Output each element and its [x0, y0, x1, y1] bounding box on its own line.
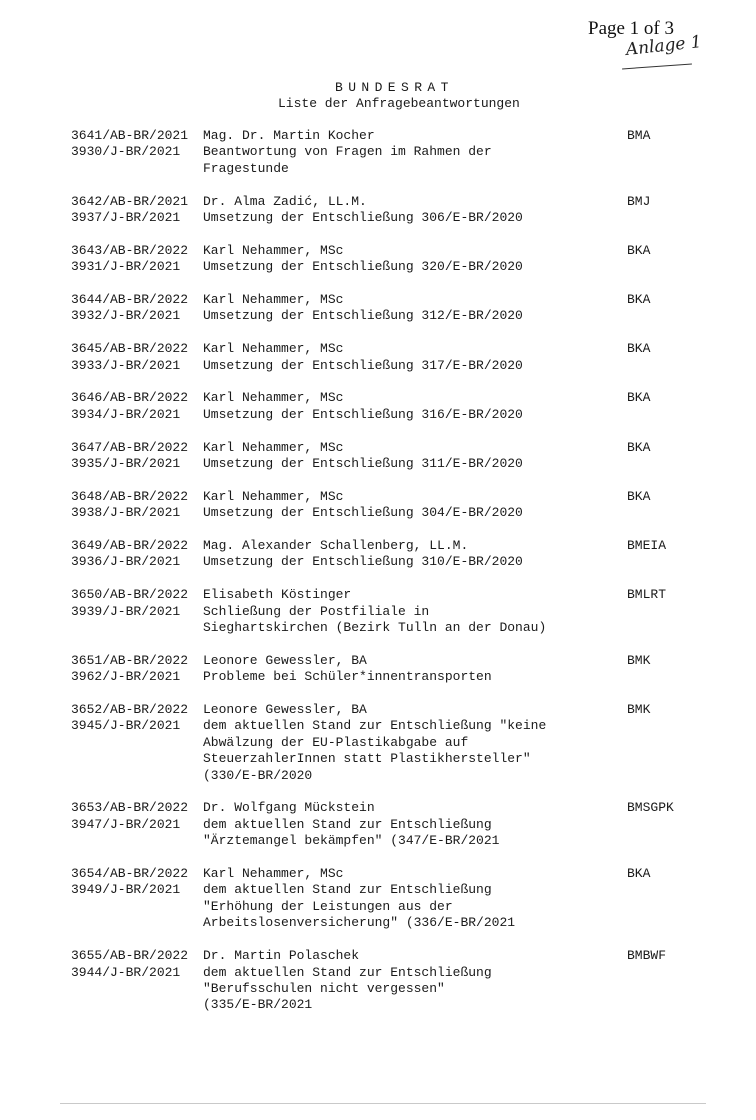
reference-numbers [71, 390, 203, 423]
document-title: BUNDESRAT [335, 80, 454, 95]
ab-number: 3647/AB-BR/2022 [71, 439, 189, 455]
responding-person: Karl Nehammer, MSc [203, 390, 344, 406]
list-item [71, 653, 711, 686]
responding-person: Mag. Dr. Martin Kocher [203, 128, 375, 143]
j-number: 3937/J-BR/2021 [71, 210, 181, 226]
handwritten-underline [622, 64, 692, 70]
list-item [71, 702, 711, 784]
reference-numbers [71, 587, 203, 636]
subject-text: Umsetzung der Entschließung 311/E-BR/2020 [203, 456, 523, 472]
list-item [71, 243, 711, 276]
answer-details [203, 948, 627, 1014]
responding-person: Leonore Gewessler, BA [203, 652, 367, 668]
responding-person: Karl Nehammer, MSc [203, 866, 344, 882]
ab-number: 3654/AB-BR/2022 [71, 866, 189, 882]
answer-details [203, 702, 627, 784]
list-item [71, 489, 711, 522]
answer-details [203, 800, 627, 849]
ministry-code: BKA [627, 488, 651, 504]
page-bottom-divider [60, 1103, 706, 1104]
ministry-code: BKA [627, 292, 651, 308]
j-number: 3934/J-BR/2021 [71, 406, 181, 422]
ab-number: 3653/AB-BR/2022 [71, 800, 189, 816]
subject-text: dem aktuellen Stand zur Entschließung "keine Abwälzung der EU-Plastikabgabe auf SteuerzahlerInnen statt Plastikhersteller" (330/E-BR/2020 [203, 718, 547, 783]
ab-number: 3655/AB-BR/2022 [71, 948, 189, 964]
answer-details [203, 341, 627, 374]
subject-text: dem aktuellen Stand zur Entschließung "Ärztemangel bekämpfen" (347/E-BR/2021 [203, 816, 500, 849]
j-number: 3936/J-BR/2021 [71, 554, 181, 570]
list-item [71, 341, 711, 374]
answer-list [71, 128, 711, 1030]
reference-numbers [71, 128, 203, 177]
ministry-code: BMSGPK [627, 800, 674, 816]
answer-details [203, 243, 627, 276]
responding-person: Karl Nehammer, MSc [203, 439, 344, 455]
reference-numbers [71, 653, 203, 686]
subject-text: Umsetzung der Entschließung 312/E-BR/2020 [203, 308, 523, 324]
reference-numbers [71, 866, 203, 932]
responding-person: Dr. Martin Polaschek [203, 948, 360, 964]
ab-number: 3646/AB-BR/2022 [71, 390, 189, 406]
reference-numbers [71, 292, 203, 325]
ab-number: 3641/AB-BR/2021 [71, 128, 189, 143]
reference-numbers [71, 948, 203, 1014]
responding-person: Dr. Wolfgang Mückstein [203, 800, 375, 816]
list-item [71, 587, 711, 636]
j-number: 3947/J-BR/2021 [71, 816, 181, 832]
subject-text: Probleme bei Schüler*innentransporten [203, 669, 492, 685]
responding-person: Karl Nehammer, MSc [203, 488, 344, 504]
ministry-code: BKA [627, 390, 651, 406]
ministry-code: BMK [627, 702, 651, 718]
subject-text: dem aktuellen Stand zur Entschließung "Berufsschulen nicht vergessen" (335/E-BR/2021 [203, 964, 492, 1013]
j-number: 3935/J-BR/2021 [71, 456, 181, 472]
list-item [71, 390, 711, 423]
j-number: 3945/J-BR/2021 [71, 718, 181, 734]
ab-number: 3644/AB-BR/2022 [71, 292, 189, 308]
list-item [71, 866, 711, 932]
subject-text: Beantwortung von Fragen im Rahmen der Fragestunde [203, 144, 492, 176]
ab-number: 3649/AB-BR/2022 [71, 538, 189, 554]
j-number: 3962/J-BR/2021 [71, 669, 181, 685]
list-item [71, 292, 711, 325]
answer-details [203, 587, 627, 636]
responding-person: Dr. Alma Zadić, LL.M. [203, 193, 367, 209]
handwritten-annotation: Anlage 1 [624, 32, 703, 60]
ab-number: 3642/AB-BR/2021 [71, 193, 189, 209]
list-item [71, 538, 711, 571]
answer-details [203, 866, 627, 932]
ministry-code: BMJ [627, 193, 651, 209]
responding-person: Elisabeth Köstinger [203, 587, 352, 603]
ab-number: 3643/AB-BR/2022 [71, 242, 189, 258]
subject-text: Umsetzung der Entschließung 306/E-BR/2020 [203, 210, 523, 226]
ab-number: 3645/AB-BR/2022 [71, 341, 189, 357]
document-subtitle: Liste der Anfragebeantwortungen [278, 96, 520, 111]
j-number: 3939/J-BR/2021 [71, 603, 181, 619]
subject-text: Umsetzung der Entschließung 304/E-BR/2020 [203, 505, 523, 521]
answer-details [203, 538, 627, 571]
responding-person: Karl Nehammer, MSc [203, 242, 344, 258]
j-number: 3932/J-BR/2021 [71, 308, 181, 324]
ministry-code: BMA [627, 128, 651, 143]
answer-details [203, 128, 627, 177]
ministry-code: BMEIA [627, 538, 667, 554]
answer-details [203, 390, 627, 423]
subject-text: Umsetzung der Entschließung 317/E-BR/2020 [203, 357, 523, 373]
reference-numbers [71, 440, 203, 473]
answer-details [203, 653, 627, 686]
responding-person: Karl Nehammer, MSc [203, 292, 344, 308]
ministry-code: BKA [627, 341, 651, 357]
ab-number: 3648/AB-BR/2022 [71, 488, 189, 504]
answer-details [203, 489, 627, 522]
subject-text: Umsetzung der Entschließung 320/E-BR/2020 [203, 259, 523, 275]
answer-details [203, 292, 627, 325]
answer-details [203, 194, 627, 227]
j-number: 3949/J-BR/2021 [71, 882, 181, 898]
reference-numbers [71, 800, 203, 849]
reference-numbers [71, 194, 203, 227]
j-number: 3931/J-BR/2021 [71, 259, 181, 275]
subject-text: Umsetzung der Entschließung 310/E-BR/2020 [203, 554, 523, 570]
j-number: 3933/J-BR/2021 [71, 357, 181, 373]
reference-numbers [71, 341, 203, 374]
responding-person: Mag. Alexander Schallenberg, LL.M. [203, 538, 469, 554]
list-item [71, 194, 711, 227]
reference-numbers [71, 243, 203, 276]
page-number: Page 1 of 3 [588, 18, 675, 39]
j-number: 3938/J-BR/2021 [71, 505, 181, 521]
reference-numbers [71, 489, 203, 522]
reference-numbers [71, 702, 203, 784]
responding-person: Leonore Gewessler, BA [203, 702, 367, 718]
subject-text: Umsetzung der Entschließung 316/E-BR/2020 [203, 406, 523, 422]
ministry-code: BMK [627, 652, 651, 668]
subject-text: Schließung der Postfiliale in Sieghartskirchen (Bezirk Tulln an der Donau) [203, 603, 547, 636]
list-item [71, 948, 711, 1014]
list-item [71, 128, 711, 177]
list-item [71, 440, 711, 473]
ab-number: 3652/AB-BR/2022 [71, 702, 189, 718]
ministry-code: BMLRT [627, 587, 667, 603]
answer-details [203, 440, 627, 473]
ab-number: 3650/AB-BR/2022 [71, 587, 189, 603]
reference-numbers [71, 538, 203, 571]
j-number: 3930/J-BR/2021 [71, 144, 181, 160]
ministry-code: BKA [627, 439, 651, 455]
ministry-code: BKA [627, 242, 651, 258]
ministry-code: BKA [627, 866, 651, 882]
subject-text: dem aktuellen Stand zur Entschließung "Erhöhung der Leistungen aus der Arbeitslosenversicherung" (336/E-BR/2021 [203, 882, 516, 931]
ministry-code: BMBWF [627, 948, 667, 964]
responding-person: Karl Nehammer, MSc [203, 341, 344, 357]
ab-number: 3651/AB-BR/2022 [71, 652, 189, 668]
list-item [71, 800, 711, 849]
j-number: 3944/J-BR/2021 [71, 964, 181, 980]
